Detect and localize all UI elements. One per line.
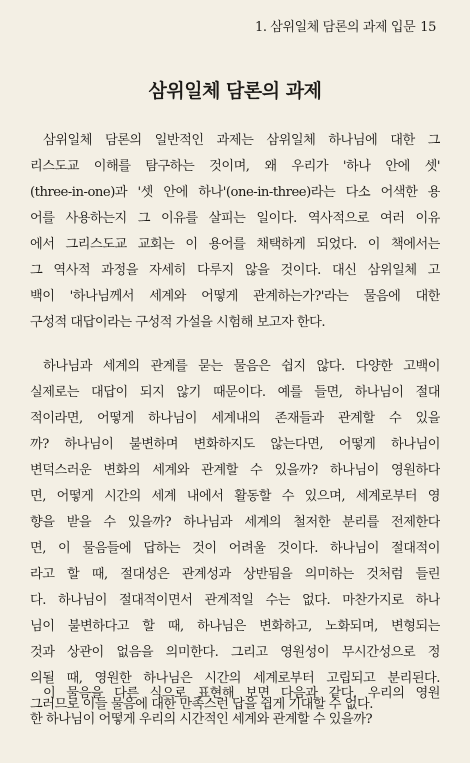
text-line: 다. 하나님이 절대적이면서 관계적일 수는 없다. 마찬가지로 하나 xyxy=(30,593,440,608)
page-number: 15 xyxy=(420,20,436,35)
section-title: 삼위일체 담론의 과제 xyxy=(148,80,322,102)
text-line: 까? 하나님이 불변하며 변화하지도 않는다면, 어떻게 하나님이 xyxy=(30,437,440,452)
text-line: 면, 이 물음들에 답하는 것이 어려울 것이다. 하나님이 절대적이 xyxy=(30,541,440,556)
text-line: (three-in-one)과 '셋 안에 하나'(one-in-three)라는 다소 어색한 용 xyxy=(30,185,440,200)
text-line: 에서 그리스도교 교회는 이 용어를 채택하게 되었다. 이 책에서는 xyxy=(30,237,440,252)
text-line: 것과 상관이 없음을 의미한다. 그리고 영원성이 무시간성으로 정 xyxy=(30,645,440,660)
paragraph-2 xyxy=(30,354,440,718)
text-line: 그러므로 이들 물음에 대한 만족스런 답을 쉽게 기대할 수 없다. xyxy=(30,697,373,712)
text-line: 어를 사용하는지 그 이유를 살피는 일이다. 역사적으로 여러 이유 xyxy=(30,211,440,226)
text-line: 님이 불변하다고 할 때, 하나님은 변화하고, 노화되며, 변형되는 xyxy=(30,619,440,634)
text-line: 변덕스러운 변화의 세계와 관계할 수 있을까? 하나님이 영원하다 xyxy=(30,463,440,478)
text-line: 실제로는 대답이 되지 않기 때문이다. 예를 들면, 하나님이 절대 xyxy=(30,385,440,400)
text-line: 삼위일체 담론의 일반적인 과제는 삼위일체 하나님에 대한 그 xyxy=(43,133,440,148)
text-line: 한 하나님이 어떻게 우리의 시간적인 세계와 관계할 수 있을까? xyxy=(30,712,373,727)
text-line: 하나님과 세계의 관계를 묻는 물음은 쉽지 않다. 다양한 고백이 xyxy=(43,359,440,374)
text-line: 이 물음을 다른 식으로 표현해 보면 다음과 같다. 우리의 영원 xyxy=(43,686,440,701)
text-line: 라고 할 때, 절대성은 관계성과 상반됨을 의미하는 것처럼 들린 xyxy=(30,567,440,582)
text-line: 리스도교 이해를 탐구하는 것이며, 왜 우리가 '하나 안에 셋' xyxy=(30,159,440,174)
text-line: 의될 때, 영원한 하나님은 시간의 세계로부터 고립되고 분리된다. xyxy=(30,671,440,686)
chapter-title: 1. 삼위일체 담론의 과제 입문 xyxy=(254,20,416,35)
text-line: 면, 어떻게 시간의 세계 내에서 활동할 수 있으며, 세계로부터 영 xyxy=(30,489,440,504)
text-line: 향을 받을 수 있을까? 하나님과 세계의 철저한 분리를 전제한다 xyxy=(30,515,440,530)
running-header xyxy=(255,16,436,35)
text-line: 그 역사적 과정을 자세히 다루지 않을 것이다. 대신 삼위일체 고 xyxy=(30,263,440,278)
paragraph-1 xyxy=(30,128,440,336)
text-line: 구성적 대답이라는 구성적 가설을 시험해 보고자 한다. xyxy=(30,315,326,330)
text-line: 백이 '하나님께서 세계와 어떻게 관계하는가?'라는 물음에 대한 xyxy=(30,289,440,304)
text-line: 적이라면, 어떻게 하나님이 세계내의 존재들과 관계할 수 있을 xyxy=(30,411,440,426)
paragraph-3 xyxy=(30,681,440,733)
